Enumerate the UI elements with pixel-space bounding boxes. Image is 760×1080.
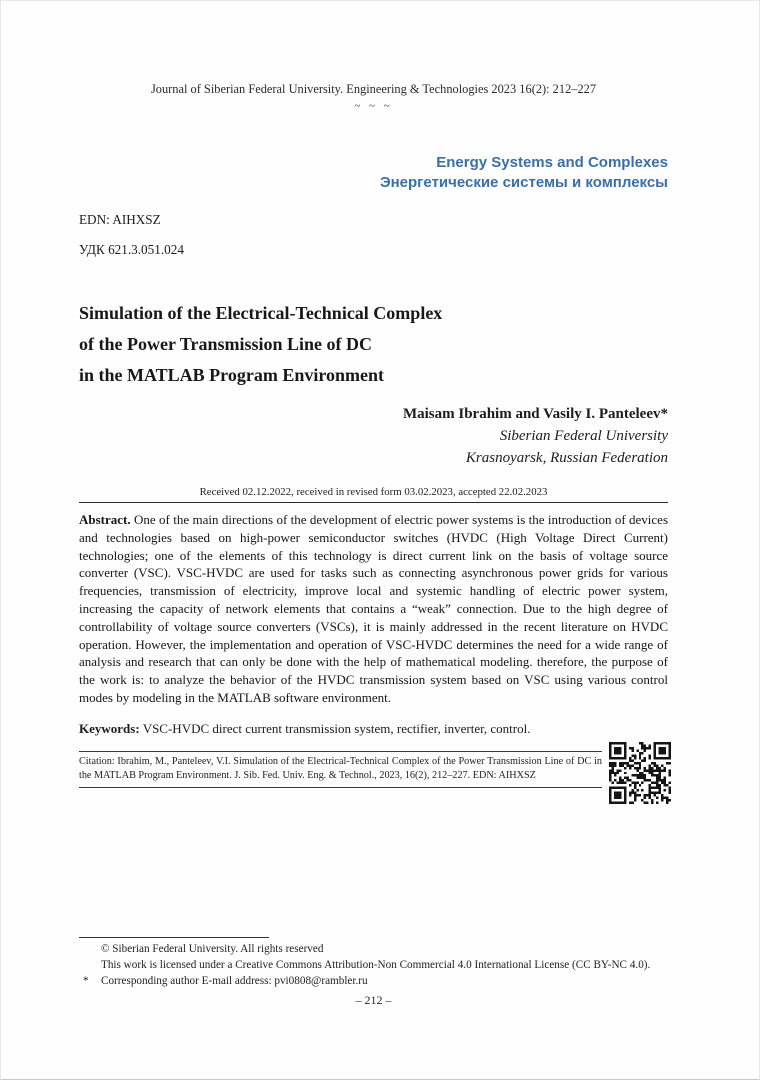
keywords-label: Keywords: [79, 720, 140, 736]
received-dates: Received 02.12.2022, received in revised form 03.02.2023, accepted 22.02.2023 [199, 486, 548, 498]
authors: Maisam Ibrahim and Vasily I. Panteleev* [402, 406, 668, 422]
citation-text: Citation: Ibrahim, M., Panteleev, V.I. Simulation of the Electrical-Technical Complex of the Power Transmission Line of DC in the MATLAB Program Environment. J. Sib. Fed. Univ. Eng. & Technol., 2023, 16(2), 212–227. EDN: AIHXSZ [79, 751, 602, 788]
qr-code [609, 742, 671, 804]
keywords-paragraph [79, 720, 668, 738]
section-banner [79, 153, 668, 193]
udk-identifier: УДК 621.3.051.024 [79, 242, 184, 257]
article-title-line2: of the Power Transmission Line of DC [79, 334, 373, 354]
abstract-label: Abstract. [79, 512, 131, 527]
keywords-text: VSC-HVDC direct current transmission system, rectifier, inverter, control. [142, 720, 531, 736]
corresponding-author-text: Corresponding author E-mail address: pvi0808@rambler.ru [101, 974, 368, 987]
article-title-line1: Simulation of the Electrical-Technical Complex [79, 303, 443, 323]
abstract-text: One of the main directions of the development of electric power systems is the introduction of devices and technologies based on high-power semiconductor switches (HVDC (High Voltage Direct Current) technologies; one of the elements of this technology is direct current link on the basis of voltage source converter (VSC). VSC-HVDC are used for tasks such as connecting asynchronous power grids for various frequencies, transmission of electricity, improve local and systemic handling of electric power system, increasing the capacity of network elements that contains a “weak” connection. Due to the high degree of controllability of voltage source converters (VSCs), it is mainly addressed in the recent literature on HVDC operation. However, the implementation and operation of VSC-HVDC determines the need for a wide range of analysis and research that can only be done with the help of mathematical modeling. therefore, the purpose of the work is: to analyze the behavior of the HVDC transmission system based on VSC using various control modes by modeling in the MATLAB software environment. [79, 512, 669, 705]
copyright-line: © Siberian Federal University. All rights reserved [101, 943, 324, 955]
abstract-paragraph [79, 511, 668, 707]
page-number: – 212 – [355, 993, 392, 1007]
page-footer [79, 937, 668, 989]
footnote-asterisk: * [83, 974, 89, 987]
tilde-separator: ~ ~ ~ [354, 100, 393, 112]
section-title-ru: Энергетические системы и комплексы [379, 174, 668, 191]
abstract-top-rule [79, 502, 668, 503]
citation-block [79, 751, 668, 788]
page-content [79, 1, 668, 788]
corresponding-author-line [79, 974, 668, 990]
journal-header: Journal of Siberian Federal University. Engineering & Technologies 2023 16(2): 212–227 [150, 82, 597, 96]
section-title-en: Energy Systems and Complexes [436, 154, 668, 171]
article-title [79, 298, 668, 391]
footnote-rule [79, 937, 269, 938]
location: Krasnoyarsk, Russian Federation [465, 450, 668, 466]
authors-block [79, 403, 668, 469]
article-title-line3: in the MATLAB Program Environment [79, 365, 384, 385]
license-line: This work is licensed under a Creative Commons Attribution-Non Commercial 4.0 International License (CC BY-NC 4.0). [101, 958, 651, 971]
affiliation: Siberian Federal University [499, 428, 668, 444]
edn-identifier: EDN: AIHXSZ [79, 212, 161, 227]
